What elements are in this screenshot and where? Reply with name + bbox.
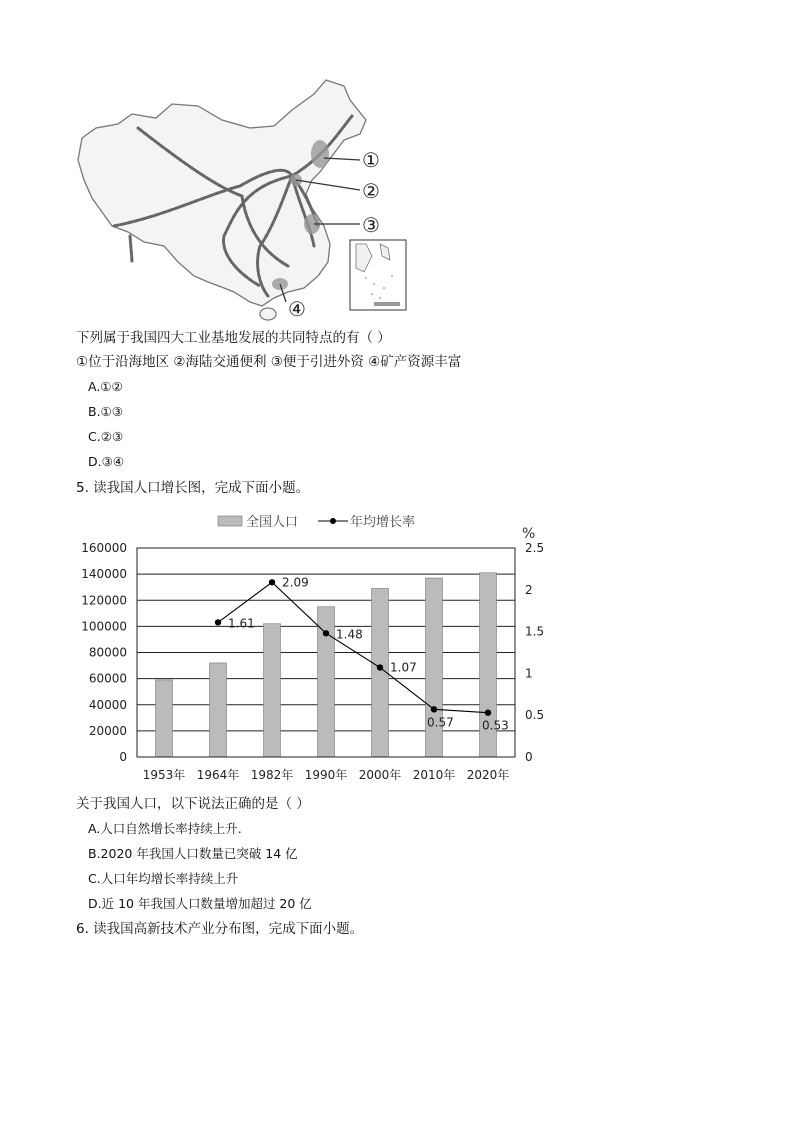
y-tick-label: 0 [119,750,127,764]
y2-tick-label: 2.5 [525,541,545,555]
hainan-island [260,308,276,320]
map-label-3: ③ [362,213,380,237]
growth-rate-label: 2.09 [282,575,309,590]
y2-tick-label: 0 [525,750,533,764]
q4-option-c[interactable]: C.②③ [88,429,124,444]
growth-rate-point [431,706,437,712]
growth-rate-point [485,709,491,715]
growth-rate-point [323,630,329,636]
legend-label-growth: 年均增长率 [350,515,416,530]
q4-statements: ①位于沿海地区 ②海陆交通便利 ③便于引进外资 ④矿产资源丰富 [76,354,462,370]
q4-option-d[interactable]: D.③④ [88,454,125,469]
x-tick-label: 1953年 [142,768,186,782]
chart-legend [218,514,415,530]
south-china-sea-inset [350,240,406,310]
population-bar [264,624,281,757]
x-tick-label: 2010年 [412,768,456,782]
growth-rate-point [269,579,275,585]
y-tick-label: 80000 [88,645,127,660]
y2-tick-label: 1 [525,666,533,681]
q5-stem: 关于我国人口，以下说法正确的是（ ） [76,796,310,812]
y2-tick-label: 1.5 [525,624,545,639]
y2-tick-label: 0.5 [525,708,545,723]
growth-rate-point [215,619,221,625]
population-bar [156,680,173,757]
q5-option-d[interactable]: D.近 10 年我国人口数量增加超过 20 亿 [88,896,312,911]
map-label-1: ① [362,148,380,172]
y-tick-label: 100000 [81,619,127,634]
y2-tick-label: 2 [525,582,533,597]
growth-rate-label: 1.61 [228,616,255,631]
x-tick-label: 1964年 [196,768,240,782]
growth-rate-point [377,664,383,670]
legend-swatch-population [218,516,242,526]
growth-rate-label: 1.07 [390,660,417,675]
q5-intro: 5. 读我国人口增长图，完成下面小题。 [76,480,310,496]
legend-marker-growth [330,518,336,524]
growth-rate-label: 1.48 [336,627,363,642]
x-tick-label: 2020年 [466,768,510,782]
china-industrial-base-map [74,76,414,326]
q4-option-b[interactable]: B.①③ [88,404,123,419]
y-tick-label: 120000 [81,593,127,608]
growth-rate-label: 0.53 [482,718,509,733]
population-bar [318,607,335,757]
q5-option-b[interactable]: B.2020 年我国人口数量已突破 14 亿 [88,846,298,861]
x-tick-label: 1990年 [304,768,348,782]
q5-option-a[interactable]: A.人口自然增长率持续上升. [88,821,242,836]
y-tick-label: 20000 [88,723,127,738]
map-label-4: ④ [288,297,306,321]
q6-intro: 6. 读我国高新技术产业分布图，完成下面小题。 [76,921,364,937]
map-label-2: ② [362,179,380,203]
y-tick-label: 160000 [81,541,127,555]
x-tick-label: 1982年 [250,768,294,782]
growth-rate-label: 0.57 [427,715,454,730]
y-tick-label: 60000 [88,671,127,686]
y-tick-label: 140000 [81,567,127,582]
q4-stem: 下列属于我国四大工业基地发展的共同特点的有（ ） [76,330,391,346]
population-bar [426,578,443,757]
legend-label-population: 全国人口 [246,515,299,530]
y-tick-label: 40000 [88,697,127,712]
q4-option-a[interactable]: A.①② [88,379,123,394]
population-bar [210,663,227,757]
growth-rate-line [218,582,488,712]
population-growth-chart [72,506,572,788]
q5-option-c[interactable]: C.人口年均增长率持续上升 [88,871,239,886]
right-axis-unit: % [522,526,536,542]
x-tick-label: 2000年 [358,768,402,782]
